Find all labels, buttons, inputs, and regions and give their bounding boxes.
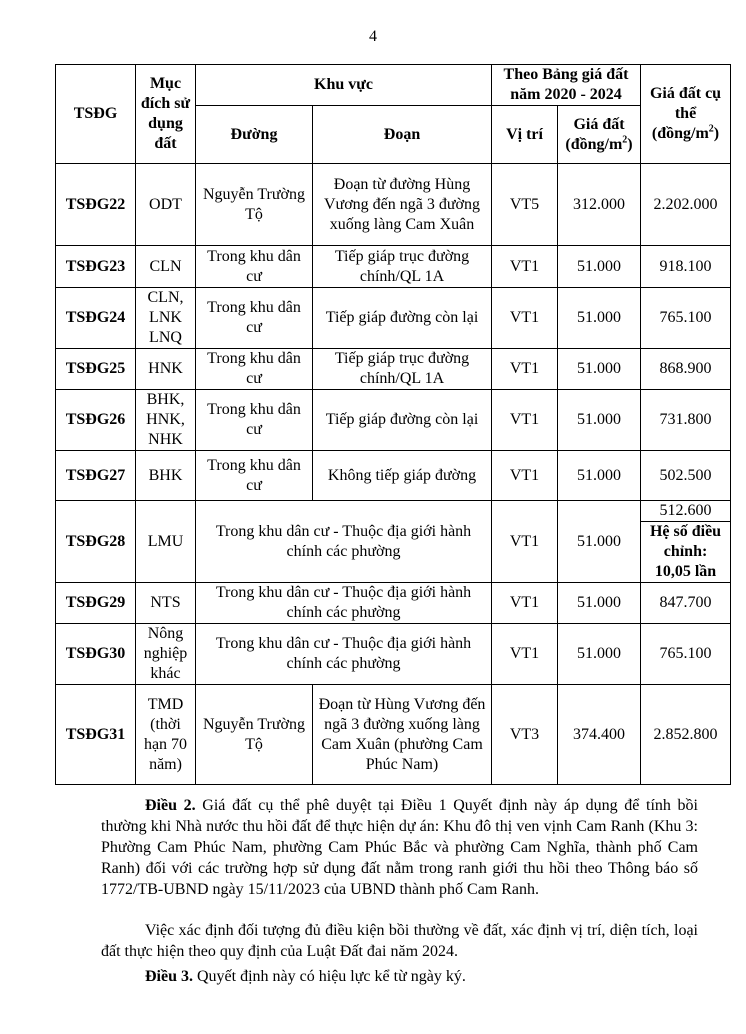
row-purpose: BHK: [136, 451, 196, 501]
header-position: Vị trí: [492, 106, 558, 164]
row-code: TSĐG24: [56, 288, 136, 349]
header-price-table: Theo Bảng giá đất năm 2020 - 2024: [492, 65, 641, 106]
row-price: 51.000: [558, 583, 641, 624]
row-purpose: HNK: [136, 349, 196, 390]
header-street: Đường: [196, 106, 313, 164]
row-specific-price: [641, 501, 731, 583]
row-purpose: BHK, HNK, NHK: [136, 390, 196, 451]
header-segment: Đoạn: [313, 106, 492, 164]
row-price: 374.400: [558, 685, 641, 785]
specific-price-value: 512.600: [641, 501, 730, 522]
row-specific-price: 2.202.000: [641, 164, 731, 246]
row-code: TSĐG25: [56, 349, 136, 390]
row-position: VT1: [492, 390, 558, 451]
row-specific-price: 2.852.800: [641, 685, 731, 785]
row-position: VT3: [492, 685, 558, 785]
row-price: 51.000: [558, 624, 641, 685]
table-row: [56, 501, 731, 583]
row-street: Trong khu dân cư: [196, 390, 313, 451]
row-area: Trong khu dân cư - Thuộc địa giới hành chính các phường: [196, 501, 492, 583]
row-price: 51.000: [558, 390, 641, 451]
row-specific-price: 868.900: [641, 349, 731, 390]
row-price: 51.000: [558, 288, 641, 349]
article-2-paragraph-text: Việc xác định đối tượng đủ điều kiện bồi thường về đất, xác định vị trí, diện tích, loại đất thực hiện theo quy định của Luật Đất đai năm 2024.: [101, 922, 698, 960]
article-2-text: Giá đất cụ thể phê duyệt tại Điều 1 Quyết định này áp dụng để tính bồi thường khi Nhà nước thu hồi đất để thực hiện dự án: Khu đô thị ven vịnh Cam Ranh (Khu 3: Phường Cam Phúc Nam, phường Cam Phúc Bắc và phường Cam Nghĩa, thành phố Cam Ranh) đối với các trường hợp sử dụng đất nằm trong ranh giới thu hồi theo Thông báo số 1772/TB-UBND ngày 15/11/2023 của UBND thành phố Cam Ranh.: [101, 797, 698, 898]
table-row: [56, 246, 731, 288]
article-2-paragraph-2: [101, 920, 698, 962]
header-specific-price: Giá đất cụ thể $(đồng/m^2)$: [641, 65, 731, 164]
row-code: TSĐG28: [56, 501, 136, 583]
row-specific-price: 765.100: [641, 624, 731, 685]
row-purpose: ODT: [136, 164, 196, 246]
row-position: VT1: [492, 583, 558, 624]
row-code: TSĐG27: [56, 451, 136, 501]
row-position: VT1: [492, 349, 558, 390]
row-street: Trong khu dân cư: [196, 451, 313, 501]
header-land-price: Giá đất $(đồng/m^2)$: [558, 106, 641, 164]
row-area: Trong khu dân cư - Thuộc địa giới hành chính các phường: [196, 583, 492, 624]
row-street: Trong khu dân cư: [196, 349, 313, 390]
row-price: 51.000: [558, 501, 641, 583]
row-code: TSĐG30: [56, 624, 136, 685]
row-code: TSĐG29: [56, 583, 136, 624]
row-position: VT1: [492, 501, 558, 583]
header-area: Khu vực: [196, 65, 492, 106]
row-position: VT1: [492, 246, 558, 288]
article-2: [101, 795, 698, 900]
row-price: 51.000: [558, 451, 641, 501]
article-3-text: Quyết định này có hiệu lực kể từ ngày ký.: [193, 968, 466, 985]
article-3: [101, 966, 698, 987]
row-specific-price: 731.800: [641, 390, 731, 451]
row-area: Trong khu dân cư - Thuộc địa giới hành chính các phường: [196, 624, 492, 685]
row-street: Nguyễn Trường Tộ: [196, 164, 313, 246]
row-price: 51.000: [558, 349, 641, 390]
row-segment: Tiếp giáp trục đường chính/QL 1A: [313, 349, 492, 390]
table-row: [56, 685, 731, 785]
row-street: Trong khu dân cư: [196, 246, 313, 288]
table-row: [56, 390, 731, 451]
row-price: 312.000: [558, 164, 641, 246]
row-purpose: CLN, LNK LNQ: [136, 288, 196, 349]
article-2-label: Điều 2.: [145, 797, 196, 814]
adjustment-coefficient: Hệ số điều chỉnh: 10,05 lần: [649, 523, 722, 580]
row-street: Trong khu dân cư: [196, 288, 313, 349]
row-segment: Không tiếp giáp đường: [313, 451, 492, 501]
header-purpose: Mục đích sử dụng đất: [136, 65, 196, 164]
article-3-label: Điều 3.: [145, 968, 193, 985]
row-segment: Tiếp giáp đường còn lại: [313, 390, 492, 451]
row-purpose: CLN: [136, 246, 196, 288]
table-row: [56, 164, 731, 246]
row-position: VT1: [492, 451, 558, 501]
row-purpose: NTS: [136, 583, 196, 624]
row-price: 51.000: [558, 246, 641, 288]
row-code: TSĐG31: [56, 685, 136, 785]
table-row: [56, 583, 731, 624]
row-segment: Đoạn từ Hùng Vương đến ngã 3 đường xuống làng Cam Xuân (phường Cam Phúc Nam): [313, 685, 492, 785]
row-specific-price: 847.700: [641, 583, 731, 624]
row-specific-price: 765.100: [641, 288, 731, 349]
table-row: [56, 451, 731, 501]
row-purpose: TMD (thời hạn 70 năm): [136, 685, 196, 785]
table-row: [56, 624, 731, 685]
row-segment: Tiếp giáp trục đường chính/QL 1A: [313, 246, 492, 288]
row-street: Nguyễn Trường Tộ: [196, 685, 313, 785]
row-position: VT5: [492, 164, 558, 246]
row-specific-price: 502.500: [641, 451, 731, 501]
row-segment: Tiếp giáp đường còn lại: [313, 288, 492, 349]
row-position: VT1: [492, 624, 558, 685]
header-tsdg: TSĐG: [56, 65, 136, 164]
row-position: VT1: [492, 288, 558, 349]
row-purpose: LMU: [136, 501, 196, 583]
row-code: TSĐG26: [56, 390, 136, 451]
table-row: [56, 349, 731, 390]
page-number: 4: [369, 28, 377, 45]
row-specific-price: 918.100: [641, 246, 731, 288]
row-purpose: Nông nghiệp khác: [136, 624, 196, 685]
row-code: TSĐG23: [56, 246, 136, 288]
row-segment: Đoạn từ đường Hùng Vương đến ngã 3 đường xuống làng Cam Xuân: [313, 164, 492, 246]
land-price-table: [55, 64, 731, 785]
row-code: TSĐG22: [56, 164, 136, 246]
table-row: [56, 288, 731, 349]
